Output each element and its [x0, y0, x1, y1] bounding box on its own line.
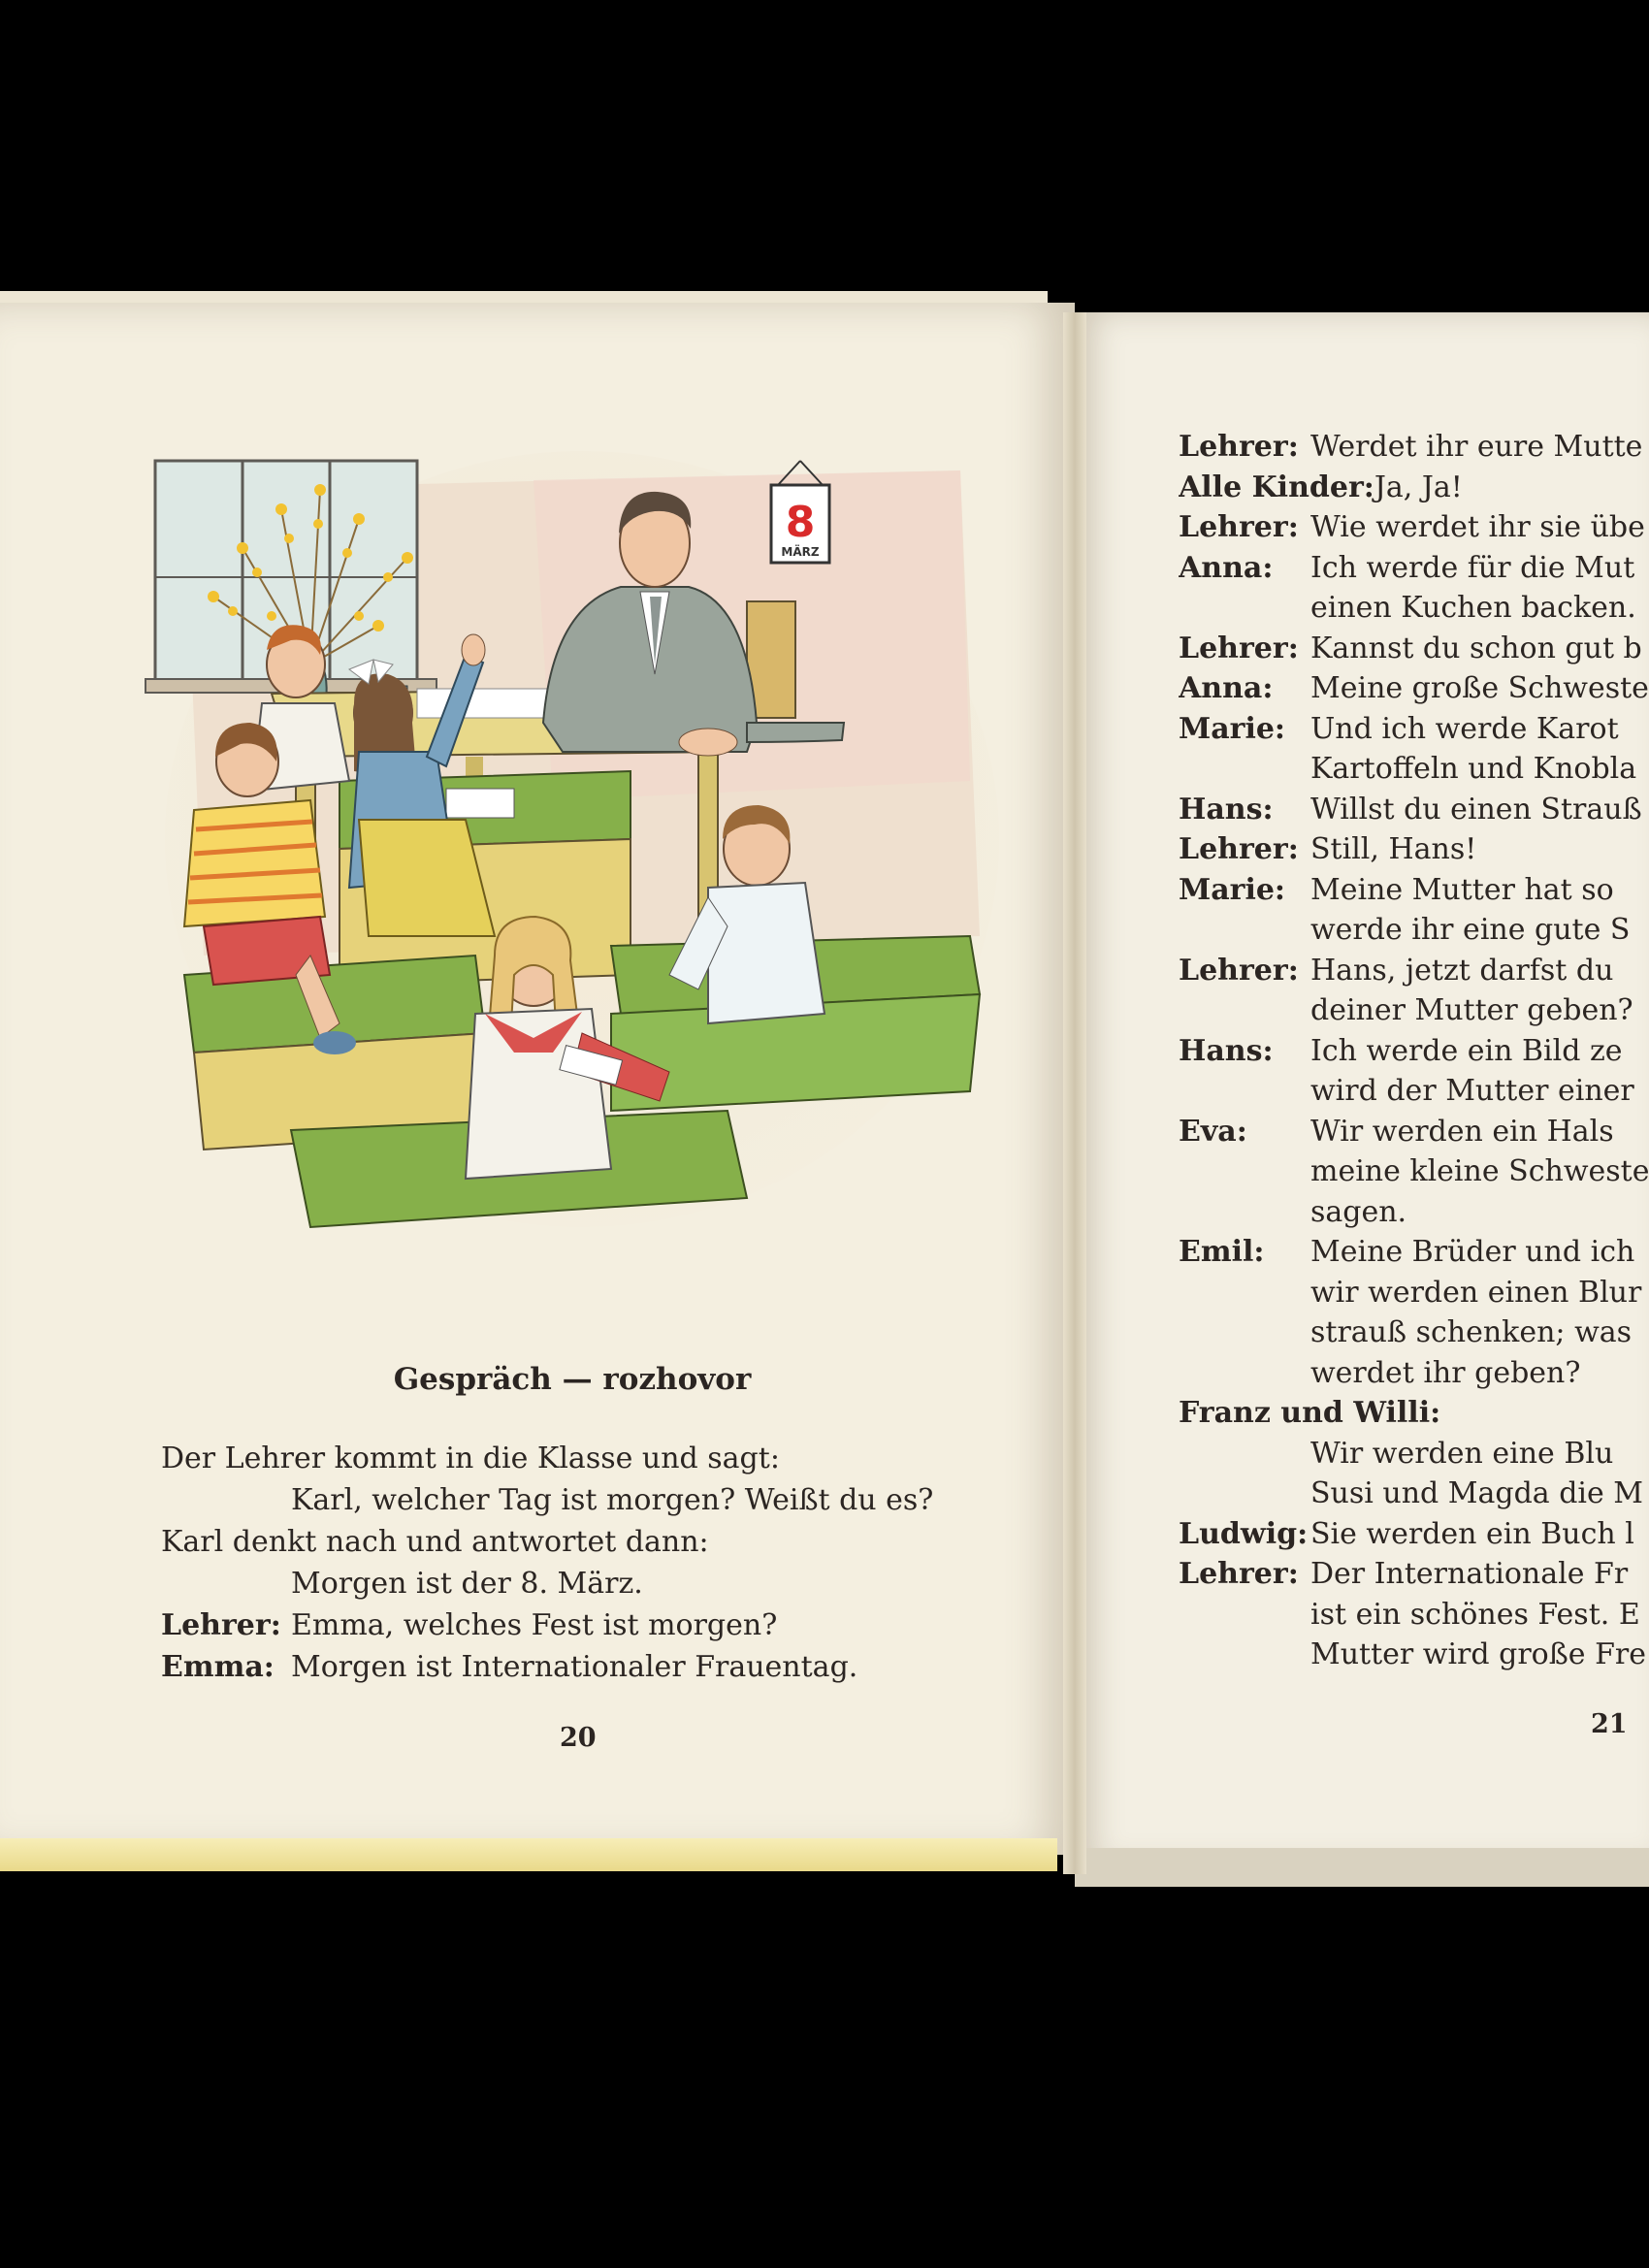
book-gutter [1063, 312, 1086, 1874]
speaker-name: Emma: [161, 1650, 275, 1684]
dialog-line [1179, 468, 1649, 508]
dialog-line [1179, 790, 1649, 830]
dialog-line [1179, 870, 1649, 911]
speaker-name: Lehrer: [1179, 631, 1299, 665]
speaker-name: Anna: [1179, 550, 1274, 585]
dialog-text: Ja, Ja! [1374, 470, 1463, 504]
dialog-text: Ich werde ein Bild ze [1310, 1033, 1623, 1068]
dialog-text: Werdet ihr eure Mutte [1310, 430, 1643, 464]
dialog-line [1179, 829, 1649, 870]
speaker-name: Lehrer: [1179, 832, 1299, 866]
dialog-continuation: meine kleine Schweste [1310, 1154, 1649, 1188]
narration-line: Der Lehrer kommt in die Klasse und sagt: [161, 1442, 780, 1475]
calendar-day: 8 [785, 498, 816, 547]
dialog-text: Still, Hans! [1310, 832, 1477, 866]
dialog-text: Meine große Schweste [1310, 671, 1649, 705]
speaker-name: Franz und Willi: [1179, 1396, 1441, 1430]
dialog-text: Ich werde für die Mut [1310, 550, 1635, 585]
dialog-continuation: strauß schenken; was [1310, 1315, 1633, 1349]
dialog-heading: Gespräch — rozhovor [393, 1362, 752, 1397]
page-number-left: 20 [560, 1723, 597, 1753]
dialog-line [1179, 1112, 1649, 1152]
speaker-name: Lehrer: [1179, 430, 1299, 464]
dialog-continuation: Susi und Magda die M [1310, 1476, 1644, 1510]
dialog-line [161, 1604, 1034, 1646]
dialog-text: Und ich werde Karot [1310, 711, 1619, 746]
speaker-name: Hans: [1179, 1033, 1274, 1068]
dialog-line [161, 1646, 1034, 1688]
speaker-name: Lehrer: [161, 1608, 281, 1642]
dialog-continuation: ist ein schönes Fest. E [1310, 1597, 1640, 1632]
speaker-name: Lehrer: [1179, 1557, 1299, 1591]
dialog-continuation: wir werden einen Blur [1310, 1275, 1642, 1310]
dialog-line [1179, 1393, 1649, 1434]
dialog-continuation: werdet ihr geben? [1310, 1355, 1581, 1390]
speaker-name: Hans: [1179, 792, 1274, 826]
dialog-continuation: werde ihr eine gute S [1310, 913, 1631, 947]
speaker-name: Alle Kinder: [1179, 470, 1374, 504]
speaker-name: Anna: [1179, 671, 1274, 705]
speaker-name: Lehrer: [1179, 510, 1299, 544]
speaker-name: Emil: [1179, 1235, 1265, 1269]
dialog-line [1179, 1554, 1649, 1595]
speaker-name: Eva: [1179, 1114, 1247, 1149]
page-number-right: 21 [1591, 1709, 1628, 1739]
classroom-illustration [126, 432, 999, 1256]
speaker-name: Ludwig: [1179, 1516, 1309, 1551]
dialog-line [1179, 1514, 1649, 1555]
dialog-line [1179, 709, 1649, 750]
scan-background-top [0, 0, 1649, 291]
dialog-line [1179, 548, 1649, 589]
dialog-text: Wie werdet ihr sie übe [1310, 510, 1645, 544]
speaker-name: Lehrer: [1179, 953, 1299, 988]
dialog-text: Willst du einen Strauß [1310, 792, 1642, 826]
dialog-line [1179, 507, 1649, 548]
dialog-line [1179, 629, 1649, 669]
dialog-text: Hans, jetzt darfst du [1310, 953, 1614, 988]
left-page-text [161, 1438, 1034, 1688]
right-page-text [1179, 427, 1649, 1675]
dialog-continuation: einen Kuchen backen. [1310, 591, 1636, 625]
right-page-edge [1075, 1848, 1649, 1887]
dialog-text: Sie werden ein Buch l [1310, 1516, 1634, 1551]
dialog-continuation: Wir werden eine Blu [1310, 1436, 1614, 1471]
dialog-line-indented: Karl, welcher Tag ist morgen? Weißt du es? [291, 1483, 934, 1517]
narration-line: Karl denkt nach und antwortet dann: [161, 1525, 709, 1559]
dialog-line [1179, 951, 1649, 991]
dialog-text: Der Internationale Fr [1310, 1557, 1629, 1591]
dialog-line [1179, 668, 1649, 709]
dialog-line-indented: Morgen ist der 8. März. [291, 1567, 643, 1601]
dialog-text: Emma, welches Fest ist morgen? [291, 1608, 778, 1642]
dialog-text: Kannst du schon gut b [1310, 631, 1642, 665]
dialog-continuation: sagen. [1310, 1194, 1407, 1229]
dialog-continuation: Mutter wird große Fre [1310, 1637, 1646, 1671]
dialog-text: Wir werden ein Hals [1310, 1114, 1614, 1149]
calendar-month: MÄRZ [781, 545, 820, 559]
dialog-text: Morgen ist Internationaler Frauentag. [291, 1650, 858, 1684]
dialog-line [1179, 427, 1649, 468]
dialog-text: Meine Mutter hat so [1310, 872, 1614, 907]
dialog-line [1179, 1232, 1649, 1273]
left-page-edge [0, 1838, 1057, 1871]
dialog-text: Meine Brüder und ich [1310, 1235, 1635, 1269]
speaker-name: Marie: [1179, 711, 1286, 746]
dialog-continuation: Kartoffeln und Knobla [1310, 752, 1637, 786]
dialog-continuation: deiner Mutter geben? [1310, 993, 1633, 1027]
dialog-line [1179, 1031, 1649, 1072]
speaker-name: Marie: [1179, 872, 1286, 907]
dialog-continuation: wird der Mutter einer [1310, 1074, 1634, 1108]
